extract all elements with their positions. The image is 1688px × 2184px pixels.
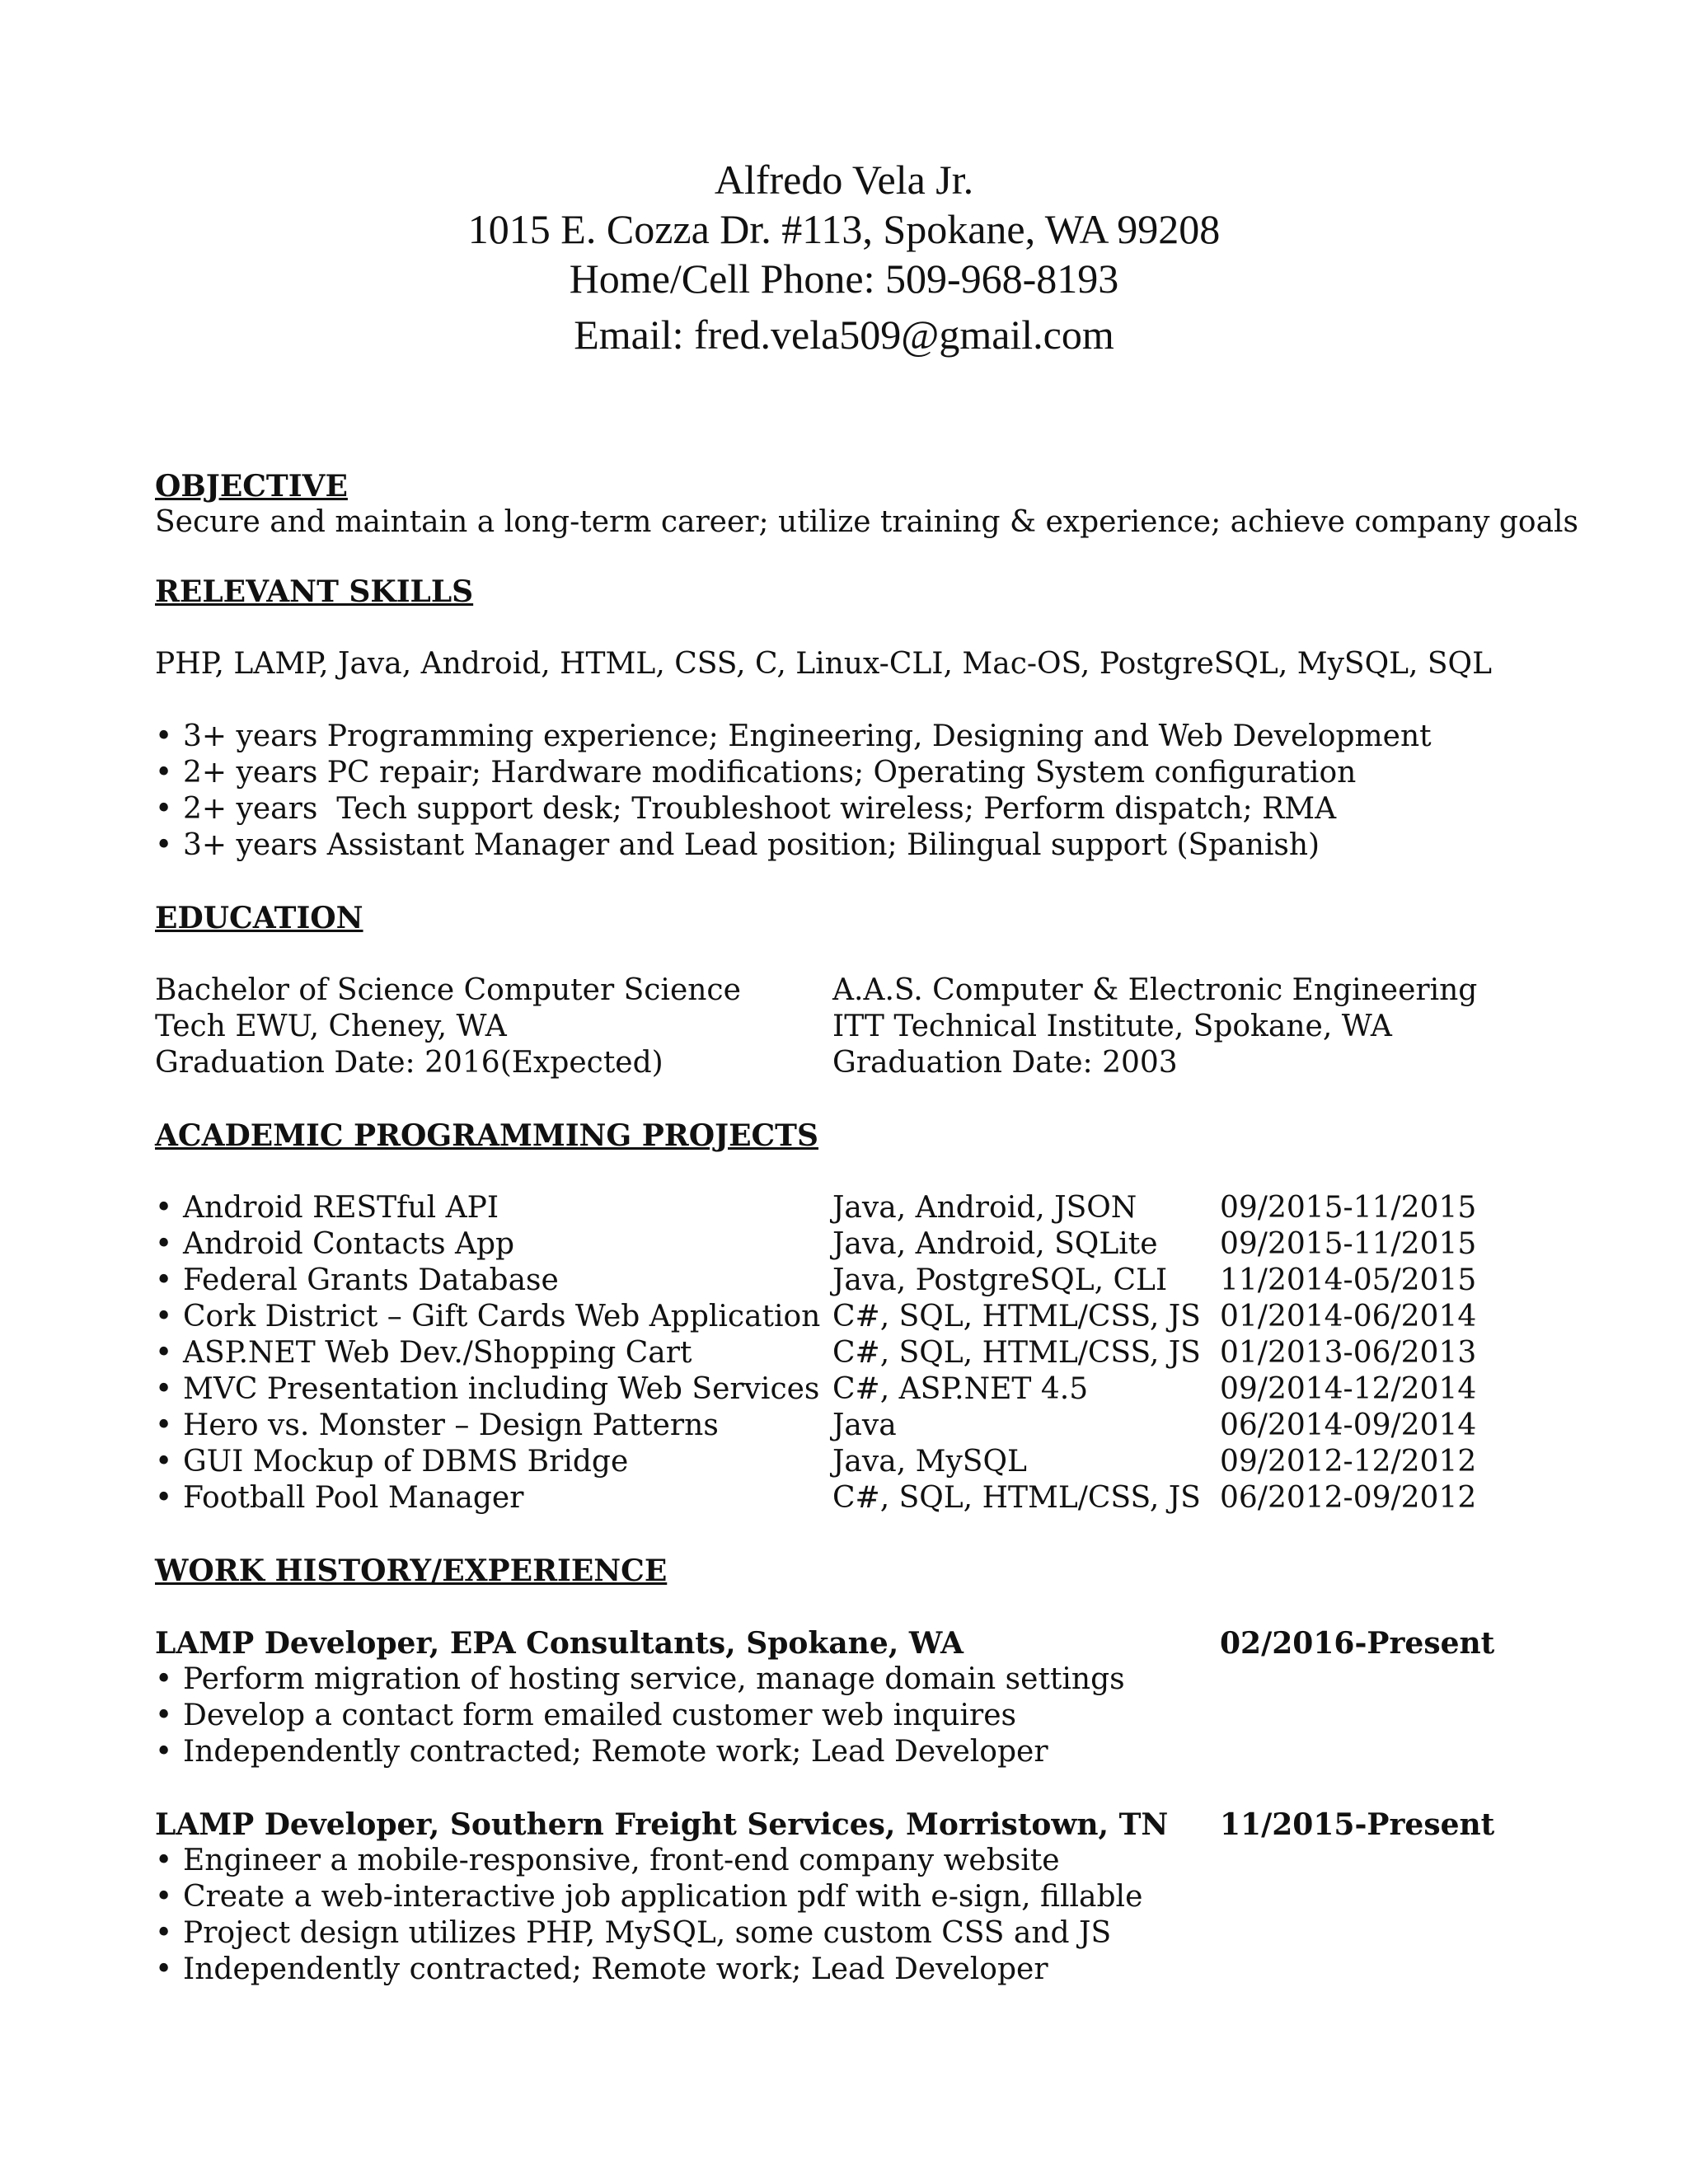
list-item: • Independently contracted; Remote work; Lead Developer	[155, 1735, 1048, 1769]
table-row	[155, 1335, 1556, 1371]
bullet-icon: •	[155, 1336, 173, 1370]
table-row	[155, 1190, 1556, 1226]
job-dates: 02/2016-Present	[1220, 1626, 1495, 1661]
bullet-icon: •	[155, 1227, 173, 1261]
job-header	[155, 1625, 1556, 1661]
bullet-icon: •	[155, 1372, 173, 1406]
bullet-icon: •	[155, 1263, 173, 1297]
job-title: LAMP Developer, Southern Freight Services, Morristown, TN	[155, 1807, 1169, 1842]
education-table	[155, 972, 1556, 1081]
graduation-date: Graduation Date: 2003	[832, 1046, 1178, 1080]
address: 1015 E. Cozza Dr. #113, Spokane, WA 99208	[467, 206, 1221, 252]
project-dates: 06/2012-09/2012	[1220, 1481, 1477, 1515]
project-name: Android Contacts App	[183, 1227, 515, 1261]
bullet-icon: •	[155, 719, 173, 753]
list-item: • Perform migration of hosting service, manage domain settings	[155, 1662, 1125, 1696]
project-dates: 01/2013-06/2013	[1220, 1336, 1477, 1370]
project-tech: Java	[832, 1408, 897, 1442]
list-item: • Project design utilizes PHP, MySQL, some custom CSS and JS	[155, 1916, 1112, 1950]
project-name: Hero vs. Monster – Design Patterns	[183, 1408, 719, 1442]
table-row	[155, 1480, 1556, 1516]
project-tech: Java, Android, JSON	[832, 1191, 1137, 1225]
bullet-icon: •	[155, 1952, 173, 1986]
education-row	[155, 1009, 1556, 1045]
list-item: • Develop a contact form emailed customer web inquires	[155, 1699, 1017, 1732]
bullet-icon: •	[155, 1699, 173, 1732]
table-row	[155, 1299, 1556, 1335]
bullet-icon: •	[155, 792, 173, 826]
projects-heading: ACADEMIC PROGRAMMING PROJECTS	[155, 1118, 818, 1153]
project-name: Cork District – Gift Cards Web Application	[183, 1300, 821, 1333]
project-dates: 06/2014-09/2014	[1220, 1408, 1477, 1442]
bullet-icon: •	[155, 1844, 173, 1877]
project-name: Federal Grants Database	[183, 1263, 559, 1297]
bullet-icon: •	[155, 1481, 173, 1515]
project-name: GUI Mockup of DBMS Bridge	[183, 1445, 629, 1479]
education-heading: EDUCATION	[155, 901, 363, 935]
job-dates: 11/2015-Present	[1220, 1807, 1495, 1842]
project-tech: Java, MySQL	[832, 1445, 1027, 1479]
project-tech: C#, SQL, HTML/CSS, JS	[832, 1300, 1201, 1333]
job-entry	[155, 1807, 1556, 1988]
projects-table	[155, 1190, 1556, 1516]
skills-bullets	[155, 719, 1556, 864]
list-item: • 2+ years Tech support desk; Troubleshoot wireless; Perform dispatch; RMA	[155, 792, 1337, 826]
project-tech: Java, PostgreSQL, CLI	[832, 1263, 1168, 1297]
project-dates: 09/2015-11/2015	[1220, 1227, 1477, 1261]
bullet-icon: •	[155, 828, 173, 862]
bullet-icon: •	[155, 1191, 173, 1225]
project-tech: Java, Android, SQLite	[832, 1227, 1158, 1261]
bullet-icon: •	[155, 1735, 173, 1769]
objective-text: Secure and maintain a long-term career; utilize training & experience; achieve company goals	[155, 505, 1579, 539]
school: Tech EWU, Cheney, WA	[155, 1010, 507, 1043]
objective-heading: OBJECTIVE	[155, 469, 348, 504]
project-name: Football Pool Manager	[183, 1481, 524, 1515]
contact-header	[0, 155, 1688, 359]
resume-body	[155, 468, 1579, 1988]
project-tech: C#, SQL, HTML/CSS, JS	[832, 1481, 1201, 1515]
bullet-icon: •	[155, 1662, 173, 1696]
phone: Home/Cell Phone: 509-968-8193	[569, 255, 1119, 302]
job-title: LAMP Developer, EPA Consultants, Spokane, WA	[155, 1626, 964, 1661]
graduation-date: Graduation Date: 2016(Expected)	[155, 1046, 663, 1080]
applicant-name: Alfredo Vela Jr.	[714, 157, 974, 203]
project-name: ASP.NET Web Dev./Shopping Cart	[183, 1336, 692, 1370]
project-dates: 09/2015-11/2015	[1220, 1191, 1477, 1225]
education-row	[155, 972, 1556, 1009]
skills-heading: RELEVANT SKILLS	[155, 574, 474, 609]
project-tech: C#, SQL, HTML/CSS, JS	[832, 1336, 1201, 1370]
bullet-icon: •	[155, 1408, 173, 1442]
work-heading: WORK HISTORY/EXPERIENCE	[155, 1554, 668, 1588]
project-tech: C#, ASP.NET 4.5	[832, 1372, 1089, 1406]
email: Email: fred.vela509@gmail.com	[574, 312, 1114, 358]
skills-list: PHP, LAMP, Java, Android, HTML, CSS, C, Linux-CLI, Mac-OS, PostgreSQL, MySQL, SQL	[155, 647, 1492, 681]
bullet-icon: •	[155, 1916, 173, 1950]
bullet-icon: •	[155, 756, 173, 790]
table-row	[155, 1371, 1556, 1408]
table-row	[155, 1444, 1556, 1480]
table-row	[155, 1263, 1556, 1299]
list-item: • 3+ years Assistant Manager and Lead position; Bilingual support (Spanish)	[155, 828, 1320, 862]
list-item: • 2+ years PC repair; Hardware modifications; Operating System configuration	[155, 756, 1357, 790]
list-item: • Create a web-interactive job application pdf with e-sign, fillable	[155, 1880, 1143, 1914]
job-entry	[155, 1625, 1556, 1770]
degree: Bachelor of Science Computer Science	[155, 973, 741, 1007]
project-dates: 09/2012-12/2012	[1220, 1445, 1477, 1479]
list-item: • Engineer a mobile-responsive, front-end company website	[155, 1844, 1060, 1877]
table-row	[155, 1226, 1556, 1263]
job-header	[155, 1807, 1556, 1843]
education-row	[155, 1045, 1556, 1081]
bullet-icon: •	[155, 1300, 173, 1333]
project-name: MVC Presentation including Web Services	[183, 1372, 820, 1406]
bullet-icon: •	[155, 1880, 173, 1914]
list-item: • 3+ years Programming experience; Engineering, Designing and Web Development	[155, 719, 1432, 753]
degree: A.A.S. Computer & Electronic Engineering	[832, 973, 1478, 1007]
project-name: Android RESTful API	[183, 1191, 499, 1225]
project-dates: 11/2014-05/2015	[1220, 1263, 1477, 1297]
table-row	[155, 1408, 1556, 1444]
bullet-icon: •	[155, 1445, 173, 1479]
school: ITT Technical Institute, Spokane, WA	[832, 1010, 1392, 1043]
project-dates: 09/2014-12/2014	[1220, 1372, 1477, 1406]
project-dates: 01/2014-06/2014	[1220, 1300, 1477, 1333]
list-item: • Independently contracted; Remote work; Lead Developer	[155, 1952, 1048, 1986]
